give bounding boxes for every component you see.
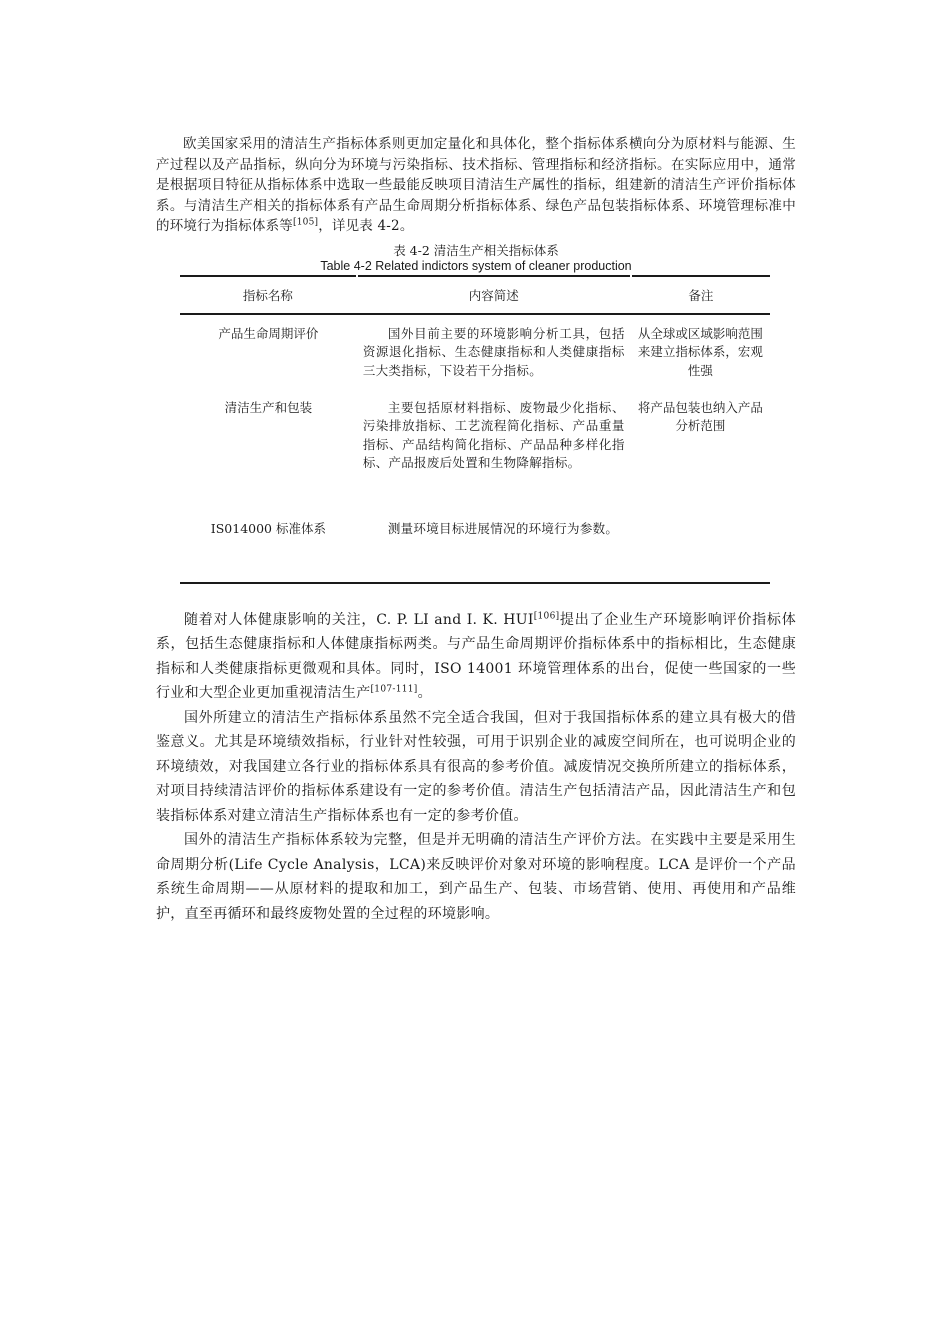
table-header-row: [180, 276, 770, 314]
cell-content: 主要包括原材料指标、废物最少化指标、污染排放指标、工艺流程简化指标、产品重量指标、产品结构简化指标、产品品种多样化指标、产品报废后处置和生物降解指标。: [362, 399, 625, 471]
intro-text: 欧美国家采用的清洁生产指标体系则更加定量化和具体化，整个指标体系横向分为原材料与能源、生产过程以及产品指标，纵向分为环境与污染指标、技术指标、管理指标和经济指标。在实际应用中，通常是根据项目特征从指标体系中选取一些最能反映项目清洁生产属性的指标，组建新的清洁生产评价指标体系。与清洁生产相关的指标体系有产品生命周期分析指标体系、绿色产品包装指标体系、环境管理标准中的环境行为指标体系等: [156, 136, 796, 235]
paragraph-text: 提出了企业生产环境影响评价指标体系，包括生态健康指标和人体健康指标两类。与产品生命周期评价指标体系中的指标相比，生态健康指标和人类健康指标更微观和具体。同时，ISO 14001 环境管理体系的出台，促使一些国家的一些行业和大型企业更加重视清洁生产: [156, 611, 796, 702]
cell-name: 产品生命周期评价: [218, 325, 319, 341]
table-row: [180, 314, 770, 389]
page-content: [156, 134, 796, 926]
cell-name: IS014000 标准体系: [180, 510, 357, 583]
cell-content: 国外目前主要的环境影响分析工具，包括资源退化指标、生态健康指标和人类健康指标三大类指标，下设若干分指标。: [362, 325, 625, 378]
cell-content: 测量环境目标进展情况的环境行为参数。: [357, 510, 631, 583]
indicator-table: [180, 275, 770, 584]
header-content: 内容简述: [357, 276, 631, 314]
cell-note: [631, 510, 770, 583]
header-note: 备注: [631, 276, 770, 314]
header-indicator-name: 指标名称: [180, 276, 357, 314]
paragraph-text: 随着对人体健康影响的关注，C. P. LI and I. K. HUI: [184, 611, 534, 628]
cell-note: 将产品包装也纳入产品分析范围: [637, 399, 763, 434]
body-text: [156, 608, 796, 927]
table-caption-zh: 表 4-2 清洁生产相关指标体系: [393, 242, 559, 258]
table-caption-en: Table 4-2 Related indictors system of cleaner production: [320, 258, 632, 273]
citation-107-111: [107-111]: [370, 684, 418, 695]
table-row: [180, 389, 770, 510]
cell-note: 从全球或区域影响范围来建立指标体系，宏观性强: [637, 325, 763, 378]
intro-paragraph: [156, 134, 796, 237]
intro-tail: ，详见表 4-2。: [318, 218, 414, 235]
table-row: [180, 510, 770, 583]
citation-105: [105]: [293, 217, 319, 228]
cell-name: 清洁生产和包装: [224, 399, 313, 415]
citation-106: [106]: [533, 611, 560, 622]
paragraph-health-indicators: [156, 608, 796, 706]
paragraph-reference-value: 国外所建立的清洁生产指标体系虽然不完全适合我国，但对于我国指标体系的建立具有极大的借鉴意义。尤其是环境绩效指标，行业针对性较强，可用于识别企业的减废空间所在，也可说明企业的环境绩效，对我国建立各行业的指标体系具有很高的参考价值。减废情况交换所所建立的指标体系，对项目持续清洁评价的指标体系建设有一定的参考价值。清洁生产包括清洁产品，因此清洁生产和包装指标体系对建立清洁生产指标体系也有一定的参考价值。: [156, 709, 796, 824]
paragraph-text: 。: [417, 685, 432, 702]
paragraph-lca: 国外的清洁生产指标体系较为完整，但是并无明确的清洁生产评价方法。在实践中主要是采用生命周期分析(Life Cycle Analysis，LCA)来反映评价对象对环境的影响程度。LCA 是评价一个产品系统生命周期——从原材料的提取和加工，到产品生产、包装、市场营销、使用、再使用和产品维护，直至再循环和最终废物处置的全过程的环境影响。: [156, 832, 796, 922]
